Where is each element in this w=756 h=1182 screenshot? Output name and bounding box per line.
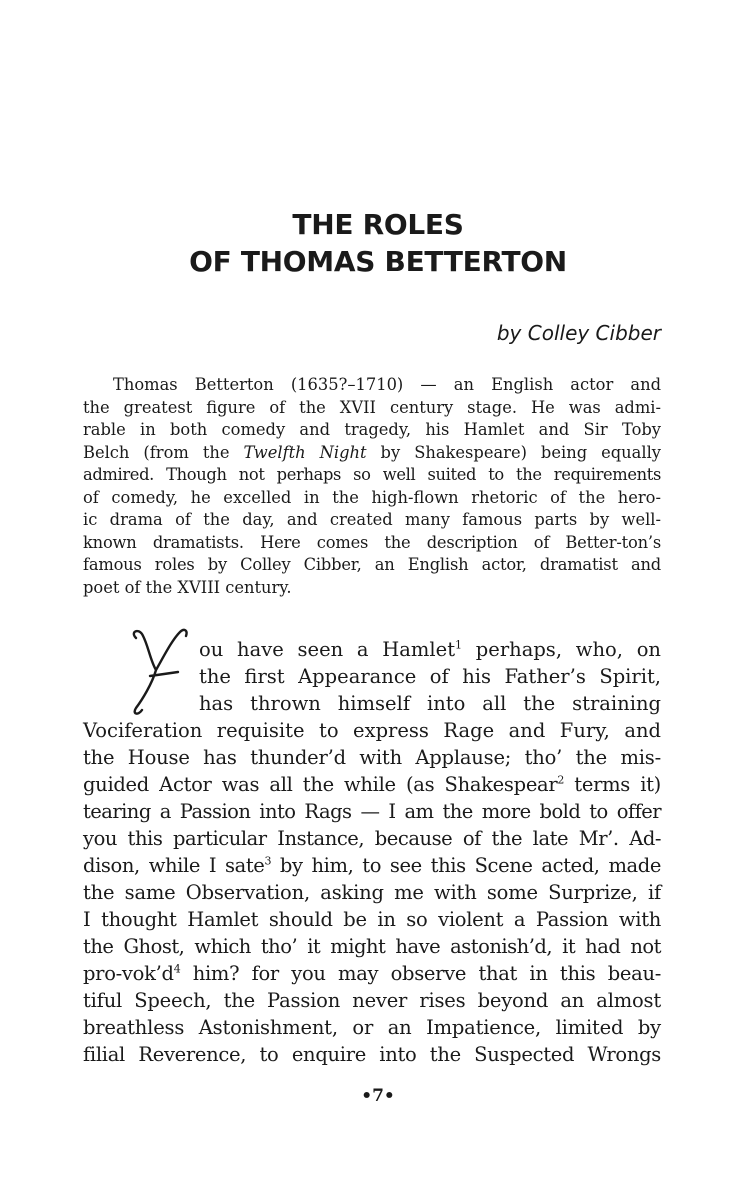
intro-line: poet of the XVIII century. bbox=[83, 577, 292, 597]
page-number: •7• bbox=[361, 1086, 395, 1106]
author-byline: by Colley Cibber bbox=[496, 321, 661, 345]
body-line bbox=[83, 852, 661, 879]
body-text: dison, while I sate bbox=[83, 854, 265, 877]
intro-line: of comedy, he excelled in the high-flown rhetoric of the hero- bbox=[83, 487, 661, 507]
intro-line: ic drama of the day, and created many famous parts by well- bbox=[83, 510, 661, 529]
body-text: pro-vok’d bbox=[83, 962, 174, 985]
body-line: the Ghost, which tho’ it might have astonish’d, it had not bbox=[83, 935, 661, 958]
body-line: has thrown himself into all the straining bbox=[199, 692, 661, 715]
intro-line: rable in both comedy and tragedy, his Hamlet and Sir Toby bbox=[83, 420, 661, 439]
footnote-marker: 4 bbox=[173, 962, 181, 976]
body-line bbox=[83, 960, 661, 987]
body-text: terms it) bbox=[564, 773, 661, 796]
body-line: I thought Hamlet should be in so violent a Passion with bbox=[83, 908, 661, 931]
intro-paragraph bbox=[83, 374, 661, 599]
body-line: you this particular Instance, because of the late Mr’. Ad- bbox=[83, 827, 661, 850]
intro-line: known dramatists. Here comes the description of Better-ton’s bbox=[83, 532, 661, 552]
body-text: by him, to see this Scene acted, made bbox=[271, 854, 661, 877]
body-line: breathless Astonishment, or an Impatience, limited by bbox=[83, 1016, 661, 1039]
intro-line bbox=[83, 442, 661, 465]
body-text: him? for you may observe that in this beau- bbox=[180, 962, 661, 985]
main-text bbox=[83, 636, 661, 1068]
body-text: perhaps, who, on bbox=[462, 638, 661, 661]
body-line: the first Appearance of his Father’s Spirit, bbox=[199, 665, 661, 688]
body-line: filial Reverence, to enquire into the Suspected Wrongs bbox=[83, 1043, 661, 1066]
body-line bbox=[83, 636, 661, 663]
body-line bbox=[83, 771, 661, 798]
intro-text: Belch (from the bbox=[83, 442, 244, 462]
intro-line: famous roles by Colley Cibber, an English actor, dramatist and bbox=[83, 555, 661, 574]
chapter-title-line-1: THE ROLES bbox=[292, 208, 464, 241]
intro-line: admired. Though not perhaps so well suited to the requirements bbox=[83, 465, 661, 484]
intro-line: Thomas Betterton (1635?–1710) — an English actor and bbox=[113, 375, 661, 394]
footnote-marker: 1 bbox=[455, 638, 463, 652]
play-title: Twelfth Night bbox=[243, 442, 367, 462]
intro-line: the greatest figure of the XVII century stage. He was admi- bbox=[83, 397, 661, 417]
body-line: the House has thunder’d with Applause; tho’ the mis- bbox=[83, 746, 661, 769]
chapter-title bbox=[0, 206, 756, 280]
chapter-title-line-2: OF THOMAS BETTERTON bbox=[189, 245, 567, 278]
footnote-marker: 2 bbox=[557, 773, 565, 787]
body-text: guided Actor was all the while (as Shakespear bbox=[83, 773, 558, 796]
footnote-marker: 3 bbox=[264, 854, 272, 868]
body-line: Vociferation requisite to express Rage and Fury, and bbox=[83, 719, 661, 742]
body-line: the same Observation, asking me with some Surprize, if bbox=[83, 881, 661, 904]
intro-text: by Shakespeare) being equally bbox=[366, 442, 661, 462]
body-line: tearing a Passion into Rags — I am the more bold to offer bbox=[83, 800, 661, 823]
body-text: ou have seen a Hamlet bbox=[199, 638, 456, 661]
body-line: tiful Speech, the Passion never rises beyond an almost bbox=[83, 989, 661, 1012]
